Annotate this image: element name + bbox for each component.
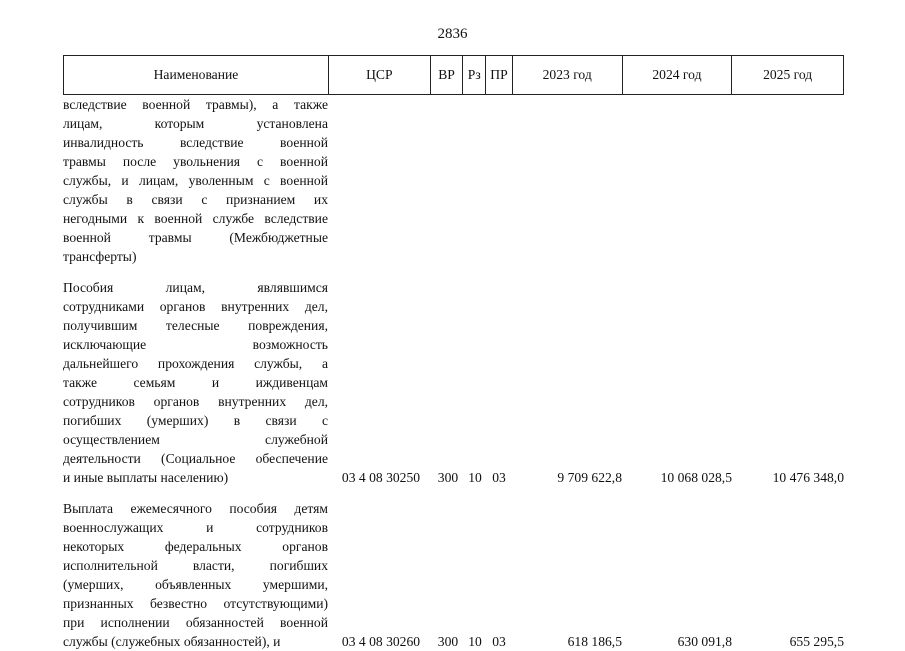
row-2025-value: 10 476 348,0	[772, 470, 844, 485]
header-rz: Рз	[462, 56, 485, 94]
name-line: службы (служебных обязанностей), и	[63, 634, 281, 649]
table-header	[63, 55, 844, 95]
name-line: службы в связи с признанием их	[63, 192, 328, 207]
name-line: деятельности (Социальное обеспечение	[63, 451, 328, 466]
row-rz: 10	[468, 470, 482, 485]
row-2024-value: 630 091,8	[677, 634, 732, 649]
name-line: лицам, которым установлена	[63, 116, 328, 131]
name-line: (умерших, объявленных умершими,	[63, 577, 328, 592]
name-line: признанных безвестно отсутствующими)	[63, 596, 328, 611]
name-line: негодными к военной службе вследствие	[63, 211, 328, 226]
name-line: сотрудников органов внутренних дел,	[63, 394, 328, 409]
name-line: исключающие возможность	[63, 337, 328, 352]
name-line: осуществлением служебной	[63, 432, 328, 447]
row-spacer	[63, 487, 844, 499]
row-2023-value: 618 186,5	[567, 634, 622, 649]
page-number: 2836	[437, 26, 468, 42]
table-row	[63, 278, 844, 487]
row-csr: 03 4 08 30260	[341, 634, 421, 649]
name-line: дальнейшего прохождения службы, а	[63, 356, 328, 371]
name-line: также семьям и иждивенцам	[63, 375, 328, 390]
name-line: Выплата ежемесячного пособия детям	[63, 501, 328, 516]
table-body	[63, 95, 844, 651]
name-line: получившим телесные повреждения,	[63, 318, 328, 333]
name-line: военной травмы (Межбюджетные	[63, 230, 328, 245]
header-2023: 2023 год	[512, 56, 622, 94]
name-line: травмы после увольнения с военной	[63, 154, 328, 169]
name-line: некоторых федеральных органов	[63, 539, 328, 554]
header-2025: 2025 год	[731, 56, 844, 94]
row-vr: 300	[437, 470, 459, 485]
header-name: Наименование	[63, 56, 328, 94]
name-line: исполнительной власти, погибших	[63, 558, 328, 573]
row-pr: 03	[492, 634, 506, 649]
row-name	[63, 499, 330, 651]
header-pr: ПР	[485, 56, 512, 94]
name-line: военнослужащих и сотрудников	[63, 520, 328, 535]
header-2024: 2024 год	[622, 56, 732, 94]
row-name	[63, 278, 330, 487]
name-line: и иные выплаты населению)	[63, 470, 229, 485]
name-line: погибших (умерших) в связи с	[63, 413, 328, 428]
row-rz: 10	[468, 634, 482, 649]
row-2023-value: 9 709 622,8	[557, 470, 622, 485]
header-csr: ЦСР	[328, 56, 430, 94]
row-2024-value: 10 068 028,5	[660, 470, 732, 485]
row-name	[63, 95, 330, 266]
row-pr: 03	[492, 470, 506, 485]
table-row	[63, 95, 844, 266]
name-line: сотрудниками органов внутренних дел,	[63, 299, 328, 314]
row-spacer	[63, 266, 844, 278]
table-row	[63, 499, 844, 651]
row-csr: 03 4 08 30250	[341, 470, 421, 485]
name-line: при исполнении обязанностей военной	[63, 615, 328, 630]
budget-table	[63, 55, 844, 651]
name-line: вследствие военной травмы), а также	[63, 97, 328, 112]
name-line: службы, и лицам, уволенным с военной	[63, 173, 328, 188]
header-vr: ВР	[430, 56, 463, 94]
name-line: инвалидность вследствие военной	[63, 135, 328, 150]
name-line: трансферты)	[63, 249, 137, 264]
name-line: Пособия лицам, являвшимся	[63, 280, 328, 295]
row-2025-value: 655 295,5	[789, 634, 844, 649]
row-vr: 300	[437, 634, 459, 649]
